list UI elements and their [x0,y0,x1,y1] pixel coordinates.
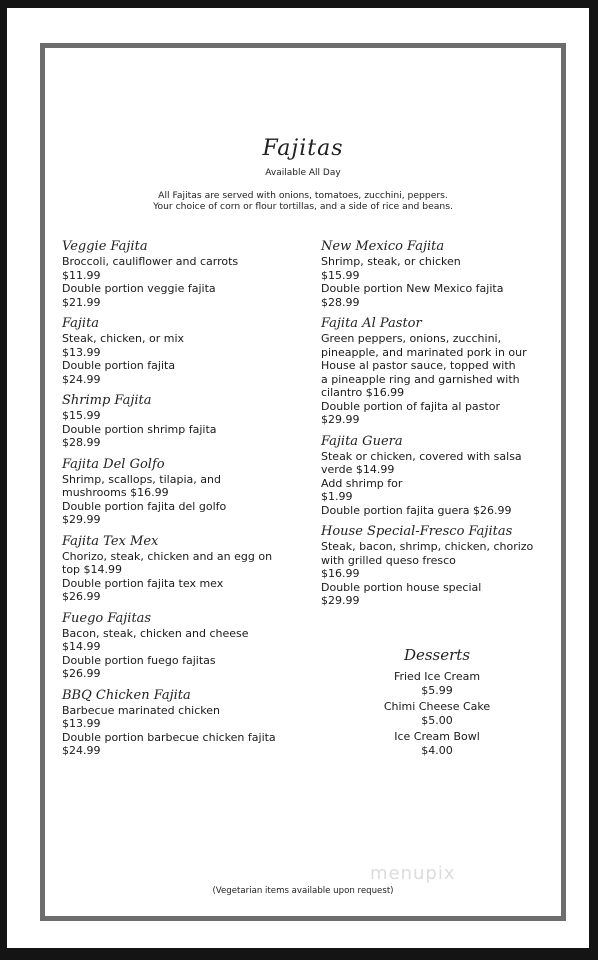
menu-item [321,433,561,518]
menu-item-name: Fajita [62,316,100,331]
menu-item-detail: Shrimp, scallops, tilapia, and [62,472,221,486]
menu-item-detail: $11.99 [62,268,101,282]
menu-item-detail: $16.99 [321,567,360,580]
menu-item-detail: Double portion fajita tex mex [62,576,224,590]
menu-item-detail: $21.99 [62,295,101,309]
left-menu-column [62,238,312,764]
menu-item-detail: $1.99 [321,490,353,503]
menu-intro [45,190,561,212]
menu-item-detail: Double portion fuego fajitas [62,653,216,667]
dessert-price: $4.00 [421,744,453,757]
menu-item-detail: Double portion house special [321,580,482,594]
menu-item-detail: Double portion barbecue chicken fajita [62,730,276,744]
menu-item [321,315,561,427]
menu-item-name: House Special-Fresco Fajitas [321,524,513,539]
menu-item-name: Fajita Guera [321,433,403,449]
menu-item [62,456,312,527]
menu-item-detail: a pineapple ring and garnished with [321,372,520,386]
menu-item-detail: Broccoli, cauliflower and carrots [62,255,239,268]
menu-item-detail: $29.99 [321,413,360,426]
menu-item-name: New Mexico Fajita [321,239,445,254]
menu-item-detail: Shrimp, steak, or chicken [321,255,461,268]
menu-item-detail: Steak or chicken, covered with salsa [321,449,522,463]
menu-item-detail: Chorizo, steak, chicken and an egg on [62,549,273,563]
menu-item-detail: Double portion veggie fajita [62,282,216,295]
menu-item-name: Fajita Al Pastor [321,316,422,331]
menu-item-detail: $14.99 [62,640,101,653]
menu-item [62,238,312,309]
menu-item-detail: top $14.99 [62,563,123,576]
menu-item [62,610,312,681]
dessert-name: Fried Ice Cream [393,670,481,683]
menu-item-detail: $13.99 [62,717,101,730]
menu-item-detail: $26.99 [62,667,101,680]
menu-item-detail: Double portion fajita guera $26.99 [321,503,512,517]
menu-item [62,315,312,386]
menu-item-detail: $28.99 [62,436,101,449]
menu-item-detail: with grilled queso fresco [321,553,456,567]
menu-item-name: Shrimp Fajita [62,393,152,408]
menu-item-detail: verde $14.99 [321,463,395,476]
menu-item-name: Fuego Fajitas [62,610,152,626]
menu-title: Fajitas [262,136,344,161]
menu-item-name: BBQ Chicken Fajita [62,687,191,703]
menu-item-detail: Bacon, steak, chicken and cheese [62,626,249,640]
menu-item-detail: House al pastor sauce, topped with [321,359,516,372]
menu-border-frame [40,43,566,921]
menu-item-detail: Green peppers, onions, zucchini, [321,332,502,345]
menu-item-detail: mushrooms $16.99 [62,486,169,499]
menu-item-name: Veggie Fajita [62,239,148,254]
menu-item-detail: pineapple, and marinated pork in our [321,345,527,359]
menu-item-detail: Barbecue marinated chicken [62,703,220,717]
footnote: (Vegetarian items available upon request) [212,886,394,896]
menu-item-detail: $29.99 [62,513,101,526]
intro-line: Your choice of corn or flour tortillas, and a side of rice and beans. [153,201,453,212]
menu-item-detail: Double portion fajita [62,359,176,372]
menu-item-name: Fajita Tex Mex [62,533,159,549]
menu-item-detail: Add shrimp for [321,476,403,490]
dessert-name: Chimi Cheese Cake [383,700,491,713]
menu-item-detail: $13.99 [62,345,101,359]
menu-item [62,687,312,758]
menu-item-detail: $28.99 [321,295,360,309]
menu-item [321,523,561,608]
menu-item-detail: Double portion fajita del golfo [62,499,227,513]
menu-item [62,392,312,450]
right-menu-column [321,238,561,614]
desserts-section [347,646,527,760]
menu-item-detail: Steak, bacon, shrimp, chicken, chorizo [321,540,534,553]
menu-subtitle: Available All Day [265,168,341,178]
menu-item-detail: $24.99 [62,744,101,757]
menu-item-detail: $26.99 [62,590,101,603]
menu-page [7,8,589,948]
dessert-name: Ice Cream Bowl [394,730,480,743]
desserts-heading: Desserts [403,646,471,664]
menu-item-detail: Steak, chicken, or mix [62,332,185,345]
dessert-price: $5.00 [421,714,453,727]
intro-line: All Fajitas are served with onions, tomatoes, zucchini, peppers. [158,190,448,201]
dessert-price: $5.99 [421,684,453,697]
menu-item-detail: cilantro $16.99 [321,386,405,399]
menu-item-name: Fajita Del Golfo [62,456,165,472]
menu-item-detail: $15.99 [62,409,101,422]
watermark: menupix [370,863,456,884]
menu-item-detail: Double portion shrimp fajita [62,422,217,436]
menu-item-detail: Double portion of fajita al pastor [321,399,500,413]
menu-item-detail: $29.99 [321,594,360,607]
menu-item-detail: $15.99 [321,268,360,282]
menu-item-detail: Double portion New Mexico fajita [321,282,504,295]
menu-item [321,238,561,309]
menu-item-detail: $24.99 [62,372,101,386]
menu-item [62,533,312,604]
